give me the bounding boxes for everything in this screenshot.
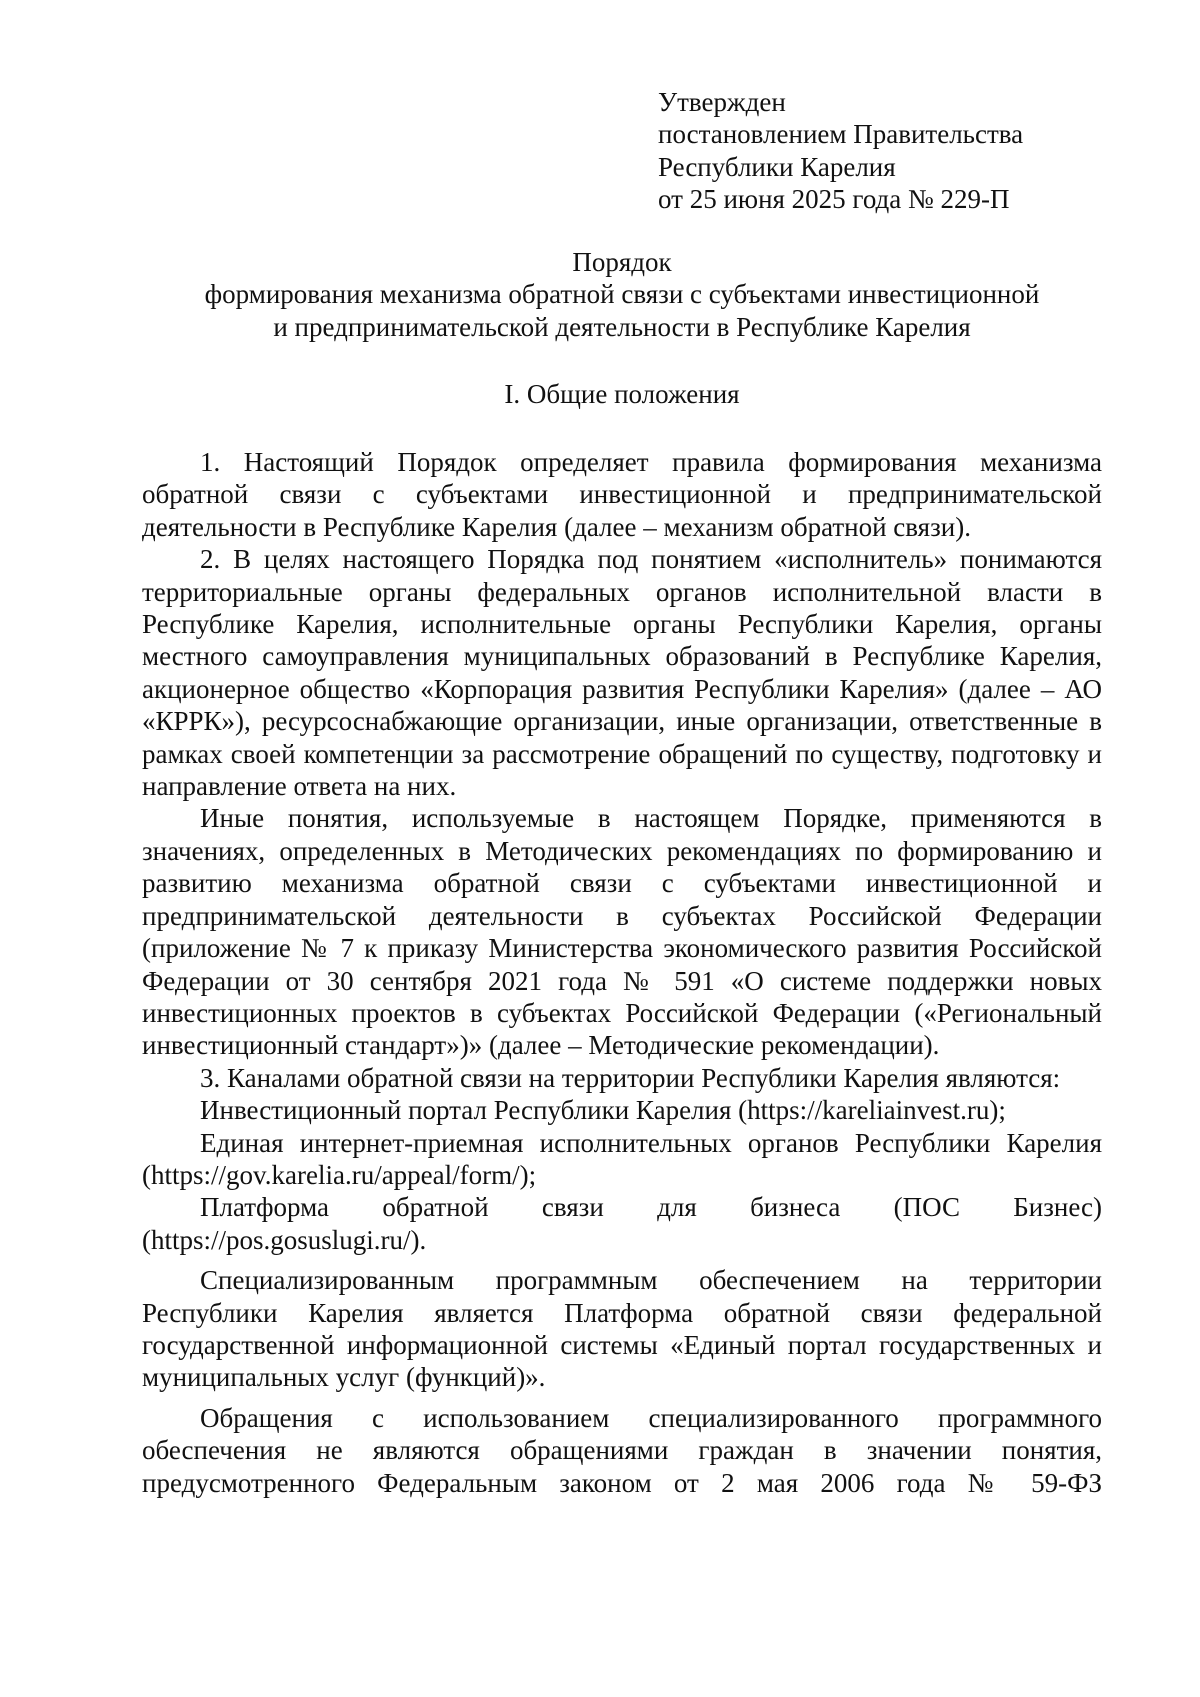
document-title [142,246,1102,343]
document-body [142,446,1102,1499]
paragraph: Платформа обратной связи для бизнеса (ПОС Бизнес) (https://pos.gosuslugi.ru/). [142,1192,1102,1255]
paragraph: Инвестиционный портал Республики Карелия (https://kareliainvest.ru); [200,1095,1006,1126]
approval-stamp [658,86,1118,216]
paragraph: Обращения с использованием специализированного программного обеспечения не являются обращениями граждан в значении понятия, предусмотренного Федеральным законом от 2 мая 2006 года № 59-ФЗ [142,1402,1102,1498]
title-line: и предпринимательской деятельности в Республике Карелия [273,311,971,342]
paragraph: Единая интернет-приемная исполнительных органов Республики Карелия (https://gov.karelia.ru/appeal/form/); [142,1127,1102,1190]
paragraph: 2. В целях настоящего Порядка под понятием «исполнитель» понимаются территориальные органы федеральных органов исполнительной власти в Республике Карелия, исполнительные органы Республики Карелия, органы местного самоуправления муниципальных образований в Республике Карелия, акционерное общество «Корпорация развития Республики Карелия» (далее – АО «КРРК»), ресурсоснабжающие организации, иные организации, ответственные в рамках своей компетенции за рассмотрение обращений по существу, подготовку и направление ответа на них. [142,544,1102,802]
approval-line: Республики Карелия [658,151,896,182]
paragraph: 3. Каналами обратной связи на территории Республики Карелия являются: [200,1062,1061,1093]
paragraph: Иные понятия, используемые в настоящем Порядке, применяются в значениях, определенных в Методических рекомендациях по формированию и развитию механизма обратной связи с субъектами инвестиционной и предпринимательской деятельности в субъектах Российской Федерации (приложение № 7 к приказу Министерства экономического развития Российской Федерации от 30 сентября 2021 года № 591 «О системе поддержки новых инвестиционных проектов в субъектах Российской Федерации («Региональный инвестиционный стандарт»)» (далее – Методические рекомендации). [142,803,1102,1061]
paragraph: 1. Настоящий Порядок определяет правила формирования механизма обратной связи с субъектами инвестиционной и предпринимательской деятельности в Республике Карелия (далее – механизм обратной связи). [142,447,1102,542]
title-line: Порядок [572,247,672,277]
approval-line: постановлением Правительства [658,119,1024,150]
title-line: формирования механизма обратной связи с субъектами инвестиционной [204,279,1040,310]
section-heading: I. Общие положения [504,379,740,409]
approval-line: от 25 июня 2025 года № 229-П [658,184,1010,215]
approval-line: Утвержден [658,87,786,117]
paragraph: Специализированным программным обеспечением на территории Республики Карелия является Платформа обратной связи федеральной государственной информационной системы «Единый портал государственных и муниципальных услуг (функций)». [142,1265,1102,1393]
